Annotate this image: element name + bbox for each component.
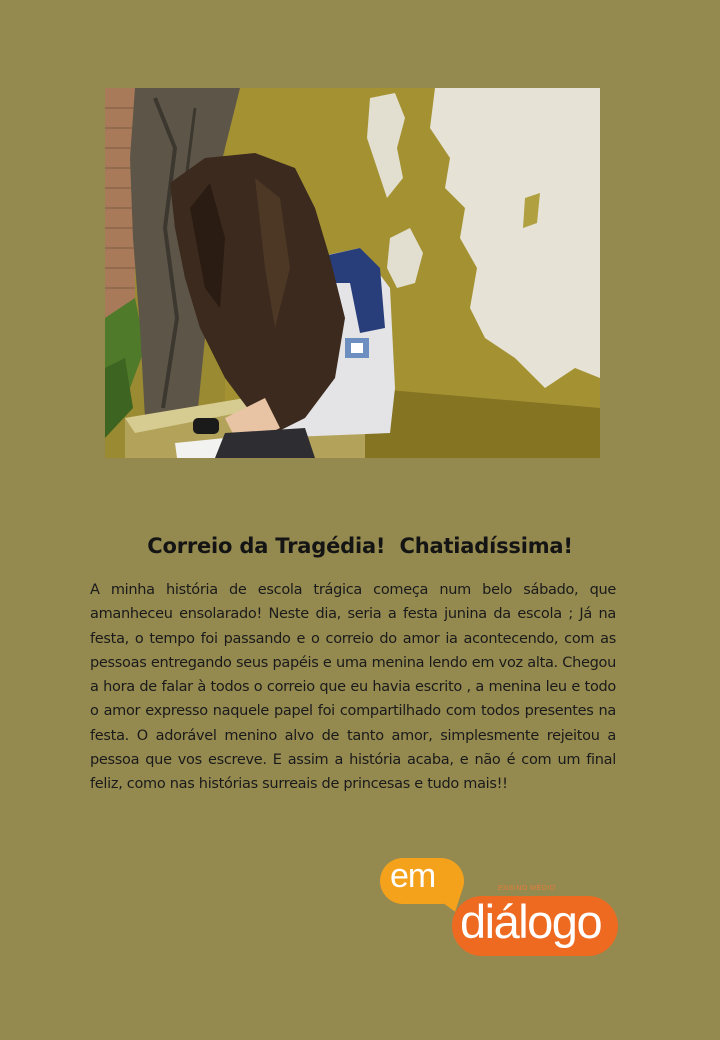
- article-body: A minha história de escola trágica começa num belo sábado, que amanheceu ensolarado! Neste dia, seria a festa junina da escola ; Já na festa, o tempo foi passando e o correio do amor ia acontecendo, com as pessoas entregando seus papéis e uma menina lendo em voz alta. Chegou a hora de falar à todos o correio que eu havia escrito , a menina leu e todo o amor expresso naquele papel foi compartilhado com todos presentes na festa. O adorável menino alvo de tanto amor, simplesmente rejeitou a pessoa que vos escreve. E assim a história acaba, e não é com um final feliz, como nas histórias surreais de princesas e tudo mais!!: [90, 582, 616, 793]
- logo-em-text: em: [390, 857, 436, 895]
- article-title: Correio da Tragédia! Chatiadíssima!: [147, 534, 573, 558]
- logo-dialogo-text: diálogo: [460, 895, 602, 948]
- logo-tagline: ENSINO MÉDIO: [498, 885, 556, 892]
- em-dialogo-logo: [380, 858, 620, 958]
- article-photo: [105, 88, 600, 458]
